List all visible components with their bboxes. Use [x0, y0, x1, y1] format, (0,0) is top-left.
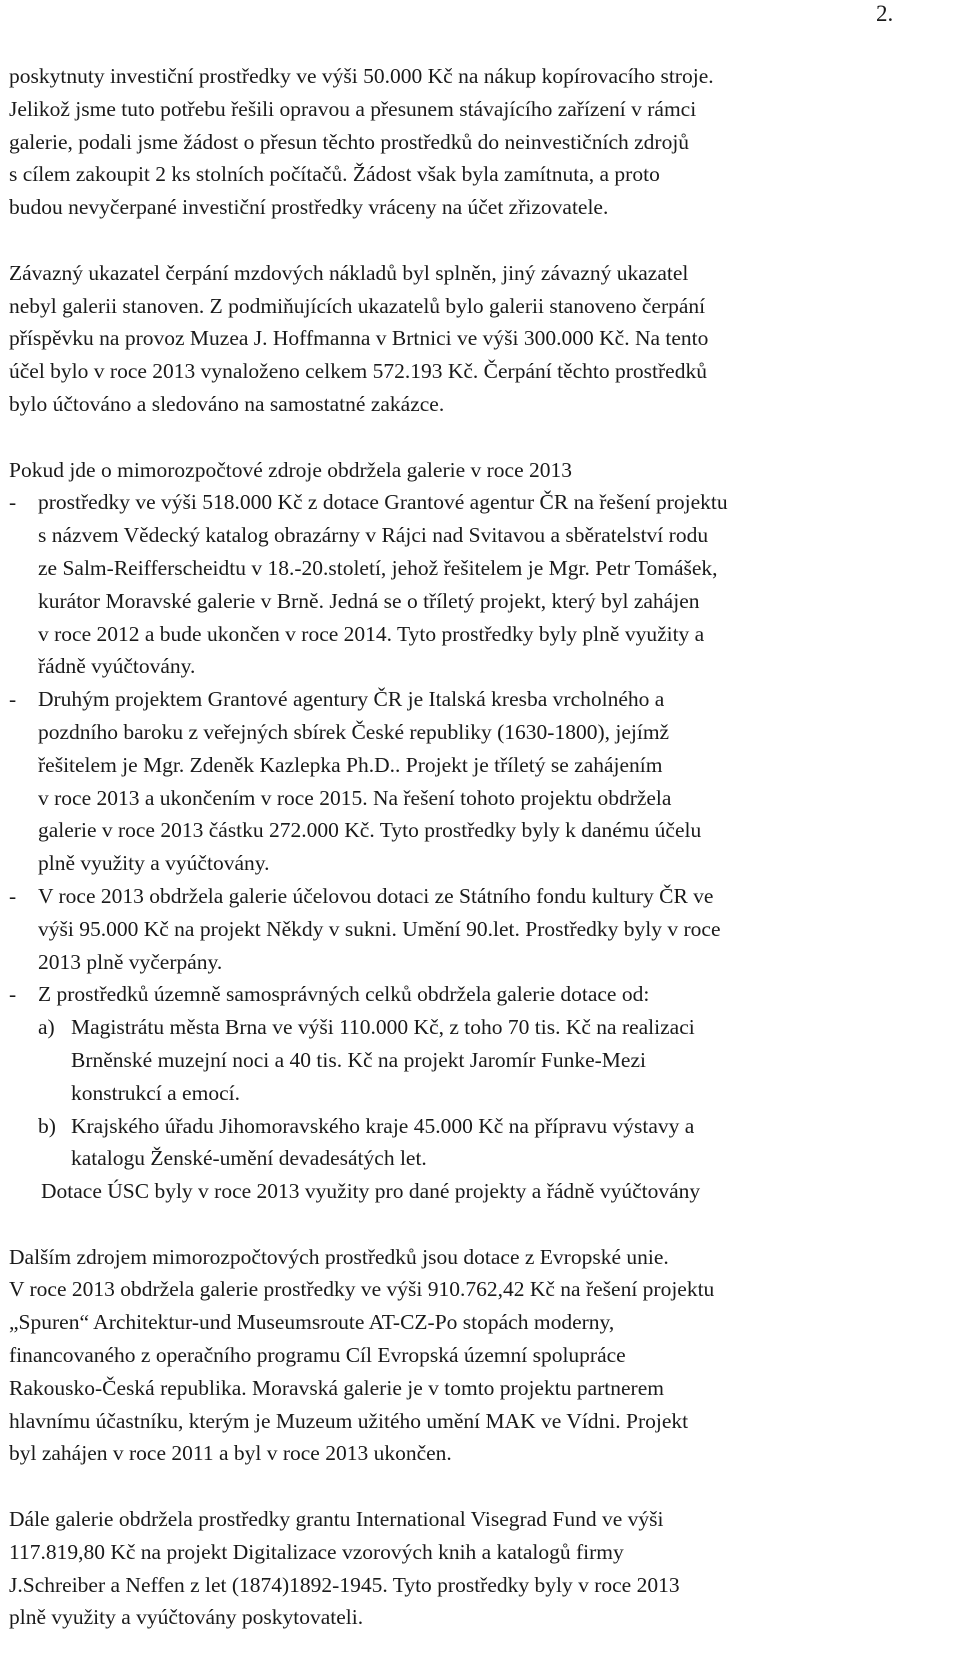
usc-note	[9, 1175, 939, 1208]
page-number: 2.	[876, 1, 894, 26]
sub-item-label: a)	[38, 1015, 55, 1040]
text-line: plně využity a vyúčtovány.	[38, 851, 270, 876]
text-line: budou nevyčerpané investiční prostředky vráceny na účet zřizovatele.	[9, 195, 609, 220]
paragraph-visegrad-fund	[9, 1503, 939, 1634]
paragraph-investment	[9, 60, 939, 224]
text-line: Druhým projektem Grantové agentury ČR je Italská kresba vrcholného a	[38, 687, 665, 712]
text-line: ze Salm-Reifferscheidtu v 18.-20.století, jehož řešitelem je Mgr. Petr Tomášek,	[38, 555, 718, 580]
text-line: Magistrátu města Brna ve výši 110.000 Kč, z toho 70 tis. Kč na realizaci	[71, 1015, 695, 1040]
list-dash: -	[9, 883, 17, 908]
text-line: prostředky ve výši 518.000 Kč z dotace Grantové agentur ČR na řešení projektu	[38, 490, 728, 515]
text-line: výši 95.000 Kč na projekt Někdy v sukni. Umění 90.let. Prostředky byly v roce	[38, 916, 721, 941]
text-line: řádně vyúčtovány.	[38, 654, 196, 679]
text-line: Dále galerie obdržela prostředky grantu International Visegrad Fund ve výši	[9, 1507, 664, 1532]
text-line: v roce 2013 a ukončením v roce 2015. Na řešení tohoto projektu obdržela	[38, 785, 672, 810]
text-line: příspěvku na provoz Muzea J. Hoffmanna v Brtnici ve výši 300.000 Kč. Na tento	[9, 326, 709, 351]
text-line: Z prostředků územně samosprávných celků obdržela galerie dotace od:	[38, 982, 650, 1007]
text-line: katalogu Ženské-umění devadesátých let.	[71, 1146, 427, 1171]
text-line: V roce 2013 obdržela galerie účelovou dotaci ze Státního fondu kultury ČR ve	[38, 883, 714, 908]
document-body	[9, 60, 939, 1634]
sub-list-item	[38, 1011, 939, 1109]
text-line: s názvem Vědecký katalog obrazárny v Rájci nad Svitavou a sběratelství rodu	[38, 523, 709, 548]
text-line: Rakousko-Česká republika. Moravská galerie je v tomto projektu partnerem	[9, 1375, 664, 1400]
sub-item-label: b)	[38, 1113, 56, 1138]
sub-list-item	[38, 1110, 939, 1176]
spacer	[9, 1470, 939, 1503]
text-line: pozdního baroku z veřejných sbírek České republiky (1630-1800), jejímž	[38, 719, 670, 744]
text-line: galerie, podali jsme žádost o přesun těchto prostředků do neinvestičních zdrojů	[9, 129, 690, 154]
text-line: J.Schreiber a Neffen z let (1874)1892-1945. Tyto prostředky byly v roce 2013	[9, 1572, 680, 1597]
text-line: galerie v roce 2013 částku 272.000 Kč. Tyto prostředky byly k danému účelu	[38, 818, 702, 843]
text-line: konstrukcí a emocí.	[71, 1080, 240, 1105]
list-dash: -	[9, 687, 17, 712]
spacer	[9, 1208, 939, 1241]
text-line: v roce 2012 a bude ukončen v roce 2014. Tyto prostředky byly plně využity a	[38, 621, 705, 646]
text-line: Dalším zdrojem mimorozpočtových prostředků jsou dotace z Evropské unie.	[9, 1244, 669, 1269]
text-line: s cílem zakoupit 2 ks stolních počítačů. Žádost však byla zamítnuta, a proto	[9, 162, 660, 187]
list-item	[9, 486, 939, 683]
paragraph-eu-funds	[9, 1241, 939, 1471]
text-line: plně využity a vyúčtovány poskytovateli.	[9, 1605, 364, 1630]
text-line: řešitelem je Mgr. Zdeněk Kazlepka Ph.D.. Projekt je tříletý se zahájením	[38, 752, 663, 777]
text-line: 117.819,80 Kč na projekt Digitalizace vzorových knih a katalogů firmy	[9, 1539, 624, 1564]
text-line: financovaného z operačního programu Cíl Evropská územní spolupráce	[9, 1343, 626, 1368]
list-item	[9, 880, 939, 978]
list-dash: -	[9, 982, 17, 1007]
paragraph-extrabudget-intro	[9, 454, 939, 487]
text-line: kurátor Moravské galerie v Brně. Jedná se o tříletý projekt, který byl zahájen	[38, 588, 700, 613]
funding-list	[9, 486, 939, 1175]
text-line: „Spuren“ Architektur-und Museumsroute AT-CZ-Po stopách moderny,	[9, 1310, 615, 1335]
text-line: Pokud jde o mimorozpočtové zdroje obdržela galerie v roce 2013	[9, 457, 572, 482]
list-item	[9, 978, 939, 1175]
list-item	[9, 683, 939, 880]
text-line: poskytnuty investiční prostředky ve výši 50.000 Kč na nákup kopírovacího stroje.	[9, 64, 714, 88]
text-line: V roce 2013 obdržela galerie prostředky ve výši 910.762,42 Kč na řešení projektu	[9, 1277, 715, 1302]
text-line: Krajského úřadu Jihomoravského kraje 45.000 Kč na přípravu výstavy a	[71, 1113, 695, 1138]
text-line: 2013 plně vyčerpány.	[38, 949, 223, 974]
text-line: Dotace ÚSC byly v roce 2013 využity pro dané projekty a řádně vyúčtovány	[41, 1179, 701, 1204]
paragraph-indicators	[9, 257, 939, 421]
text-line: bylo účtováno a sledováno na samostatné zakázce.	[9, 391, 445, 416]
text-line: nebyl galerii stanoven. Z podmiňujících ukazatelů bylo galerii stanoveno čerpání	[9, 293, 706, 318]
text-line: Brněnské muzejní noci a 40 tis. Kč na projekt Jaromír Funke-Mezi	[71, 1047, 646, 1072]
text-line: Závazný ukazatel čerpání mzdových nákladů byl splněn, jiný závazný ukazatel	[9, 260, 689, 285]
text-line: byl zahájen v roce 2011 a byl v roce 2013 ukončen.	[9, 1441, 452, 1466]
list-dash: -	[9, 490, 17, 515]
text-line: účel bylo v roce 2013 vynaloženo celkem 572.193 Kč. Čerpání těchto prostředků	[9, 359, 707, 384]
text-line: hlavnímu účastníku, kterým je Muzeum užitého umění MAK ve Vídni. Projekt	[9, 1408, 689, 1433]
text-line: Jelikož jsme tuto potřebu řešili opravou a přesunem stávajícího zařízení v rámci	[9, 96, 697, 121]
